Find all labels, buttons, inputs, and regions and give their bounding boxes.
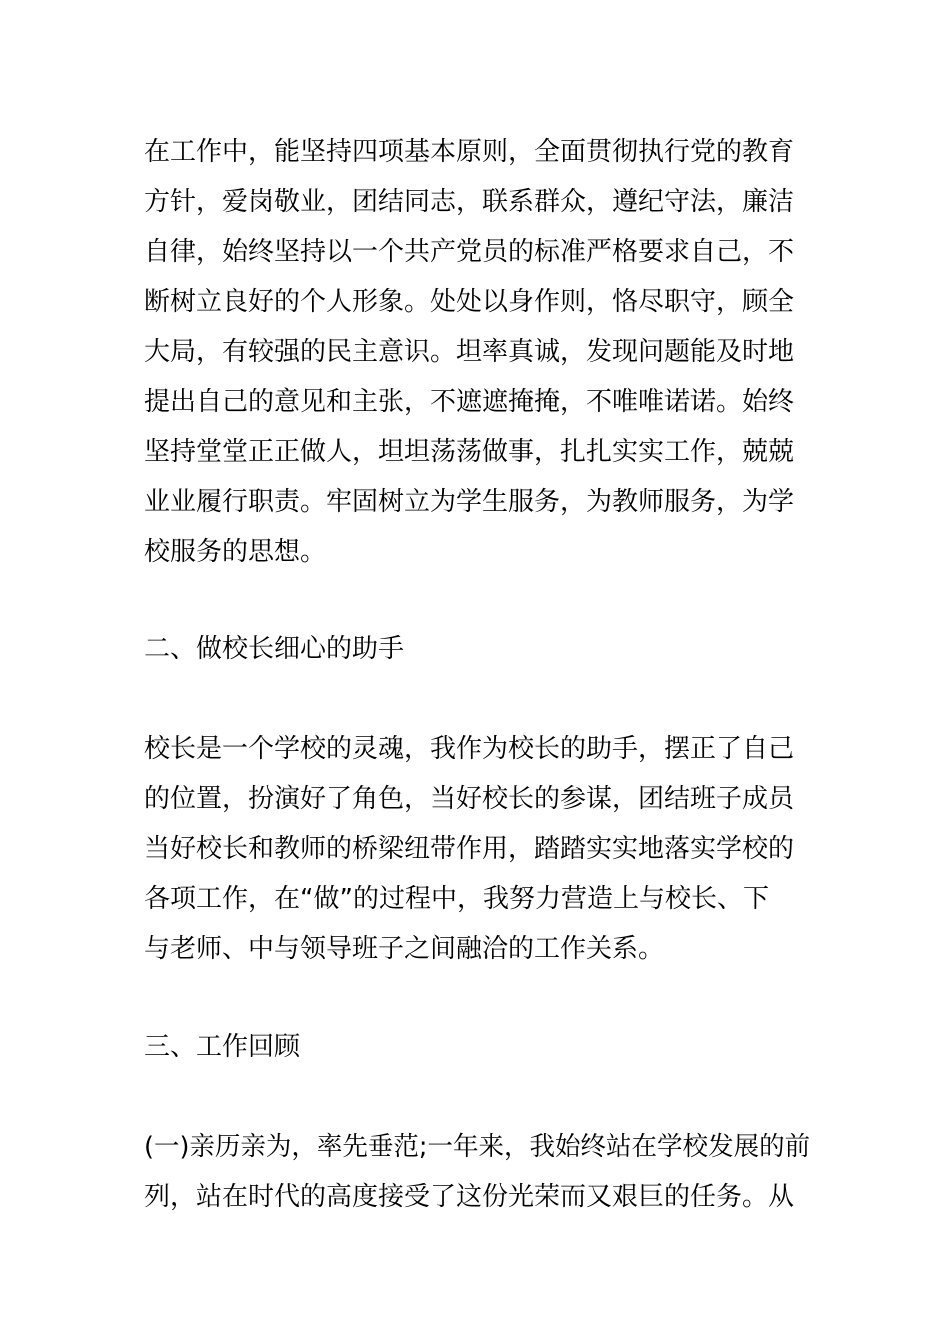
paragraph-1-line: 坚持堂堂正正做人，坦坦荡荡做事，扎扎实实工作，兢兢 bbox=[144, 437, 795, 467]
paragraph-1-line: 提出自己的意见和主张，不遮遮掩掩，不唯唯诺诺。始终 bbox=[144, 387, 795, 417]
paragraph-1-line: 自律，始终坚持以一个共产党员的标准严格要求自己，不 bbox=[144, 237, 795, 267]
paragraph-3-line: (一)亲历亲为，率先垂范;一年来，我始终站在学校发展的前 bbox=[144, 1132, 811, 1162]
section-heading-2: 二、做校长细心的助手 bbox=[144, 634, 405, 664]
paragraph-1-line: 校服务的思想。 bbox=[144, 537, 327, 567]
paragraph-2-line: 各项工作，在“做”的过程中，我努力营造上与校长、下 bbox=[144, 884, 769, 914]
paragraph-1-line: 在工作中，能坚持四项基本原则，全面贯彻执行党的教育 bbox=[144, 137, 795, 167]
paragraph-2-line: 的位置，扮演好了角色，当好校长的参谋，团结班子成员 bbox=[144, 784, 795, 814]
paragraph-1-line: 业业履行职责。牢固树立为学生服务，为教师服务，为学 bbox=[144, 487, 795, 517]
paragraph-1-line: 方针，爱岗敬业，团结同志，联系群众，遵纪守法，廉洁 bbox=[144, 187, 795, 217]
paragraph-2-line: 当好校长和教师的桥梁纽带作用，踏踏实实地落实学校的 bbox=[144, 834, 795, 864]
paragraph-2-line: 与老师、中与领导班子之间融洽的工作关系。 bbox=[144, 934, 665, 964]
section-heading-3: 三、工作回顾 bbox=[144, 1032, 301, 1062]
paragraph-2-line: 校长是一个学校的灵魂，我作为校长的助手，摆正了自己 bbox=[144, 734, 795, 764]
paragraph-1-line: 断树立良好的个人形象。处处以身作则，恪尽职守，顾全 bbox=[144, 287, 795, 317]
paragraph-1-line: 大局，有较强的民主意识。坦率真诚，发现问题能及时地 bbox=[144, 337, 795, 367]
paragraph-3-line: 列，站在时代的高度接受了这份光荣而又艰巨的任务。从 bbox=[144, 1182, 795, 1212]
